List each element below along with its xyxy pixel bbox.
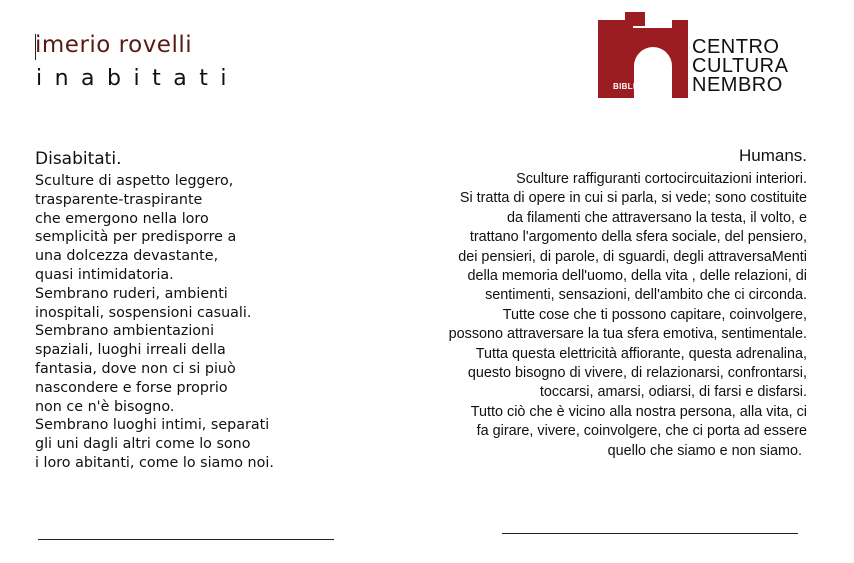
logo-line: CULTURA — [692, 55, 789, 77]
text-line: Sculture raffiguranti cortocircuitazioni interiori. — [516, 171, 807, 187]
text-line: gli uni dagli altri come lo sono — [35, 436, 251, 453]
text-line: quasi intimidatoria. — [35, 266, 174, 283]
right-section-title: Humans. — [738, 146, 807, 165]
text-line: questo bisogno di vivere, di relazionarsi, confrontarsi, — [467, 365, 807, 382]
text-line: i loro abitanti, come lo siamo noi. — [35, 454, 274, 471]
right-section-text — [400, 170, 807, 461]
text-line: Sculture di aspetto leggero, — [35, 173, 234, 189]
text-line: che emergono nella loro — [35, 210, 209, 227]
text-line: dei pensieri, di parole, di sguardi, degli attraversaMenti — [458, 248, 807, 265]
text-line: Tutta questa elettricità affiorante, questa adrenalina, — [475, 345, 807, 362]
text-line: Tutte cose che ti possono capitare, coinvolgere, — [502, 306, 807, 323]
text-line: Sembrano luoghi intimi, separati — [35, 417, 270, 434]
author-name: imerio rovelli — [35, 32, 193, 58]
signature-line-right — [502, 533, 798, 534]
logo-line: NEMBRO — [692, 74, 783, 96]
text-line: Tutto ciò che è vicino alla nostra persona, alla vita, ci — [470, 403, 807, 420]
exhibition-title: inabitati — [36, 66, 239, 91]
text-line: Sembrano ambientazioni — [35, 323, 215, 340]
text-line: trasparente-traspirante — [35, 191, 203, 208]
text-line: sentimenti, sensazioni, dell'ambito che ci circonda. — [485, 287, 807, 304]
text-line: toccarsi, amarsi, odiarsi, di farsi e disfarsi. — [539, 384, 807, 401]
text-line: fa girare, vivere, coinvolgere, che ci porta ad essere — [476, 423, 807, 440]
logo-biblioteca-label: BIBLIOTECA — [613, 82, 665, 91]
text-line: fantasia, dove non ci si piuò — [35, 360, 236, 377]
text-line: nascondere e forse proprio — [35, 379, 228, 396]
text-line: Sembrano ruderi, ambienti — [35, 285, 228, 302]
text-line: della memoria dell'uomo, della vita , delle relazioni, di — [467, 268, 807, 285]
text-line: da filamenti che attraversano la testa, il volto, e — [507, 209, 807, 226]
text-line: inospitali, sospensioni casuali. — [35, 304, 252, 321]
text-line: possono attraversare la tua sfera emotiva, sentimentale. — [448, 326, 807, 343]
left-section-text — [35, 172, 375, 473]
signature-line-left — [38, 539, 334, 540]
text-line: non ce n'è bisogno. — [35, 398, 175, 415]
text-line: trattano l'argomento della sfera sociale, del pensiero, — [469, 229, 807, 246]
text-line: semplicità per predisporre a — [35, 229, 237, 246]
left-section-title: Disabitati. — [35, 149, 122, 169]
text-line: Si tratta di opere in cui si parla, si vede; sono costituite — [459, 190, 807, 207]
text-line: spaziali, luoghi irreali della — [35, 342, 226, 359]
logo-line: CENTRO — [692, 36, 780, 58]
text-line: una dolcezza devastante, — [35, 248, 219, 265]
logo-text — [692, 38, 788, 95]
text-line: quello che siamo e non siamo. — [607, 442, 802, 459]
